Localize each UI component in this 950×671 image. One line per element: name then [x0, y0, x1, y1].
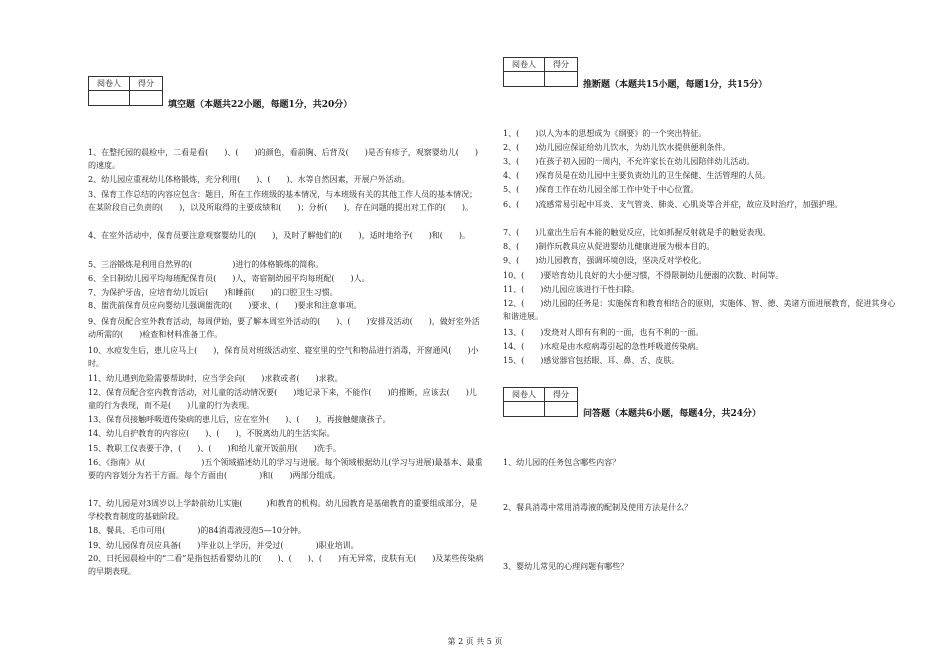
judge-question-15: 15、( )感觉器官包括眼、耳、鼻、舌、皮肤。 — [503, 356, 680, 365]
grader-box-qa — [503, 387, 578, 417]
judge-section-title: 推断题（本题共15小题，每题1分，共15分） — [583, 80, 768, 90]
score-label: 得分 — [130, 77, 163, 91]
judge-question-2: 2、( )幼儿园应保证给幼儿饮水，为幼儿饮水提供便利条件。 — [503, 143, 731, 152]
fill-question-9: 9、保育员配合室外教育活动，每周伊始，要了解本周室外活动的( )、( )安排及活动( )，做好室外活动所需的( )检查和材料准备工作。 — [88, 317, 480, 339]
qa-question-2: 2、餐具消毒中常用消毒液的配制及使用方法是什么？ — [503, 503, 693, 512]
judge-question-10: 10、( )要培育幼儿良好的大小便习惯，不得限制幼儿便溺的次数、时间等。 — [503, 271, 784, 280]
fill-question-18: 18、餐具、毛巾可用( )的84消毒液浸泡5—10分钟。 — [88, 526, 306, 535]
judge-question-8: 8、( )制作玩教具应从促进婴幼儿健康进展为根本目的。 — [503, 242, 715, 251]
grader-box-fill — [88, 76, 163, 106]
fill-question-16: 16、《指南》从( )五个领域描述幼儿的学习与进展。每个领域根据幼儿(学习与进展)最基本、最重要的内容划分为若干方面。每个方面由( )和( )两部分组成。 — [88, 458, 483, 480]
grader-blank[interactable] — [89, 91, 130, 106]
fill-section-title: 填空题（本题共22小题，每题1分，共20分） — [168, 100, 353, 110]
score-label: 得分 — [545, 388, 578, 402]
fill-question-3: 3、保育工作总结的内容应包含：题目，所在工作班级的基本情况，与本班级有关的其他工作人员的基本情况；在某阶段自己负责的( )，以及所取得的主要成绩和( )；分析( )，存在问题的提出对工作的( )。 — [88, 190, 478, 212]
grader-label: 阅卷人 — [504, 388, 545, 402]
fill-question-12: 12、保育员配合室内教育活动，对儿童的活动情况要( )地记录下来，不能作( )的推断，应该去( )儿童的行为表现，而不是( )儿童的行为表现。 — [88, 388, 477, 410]
judge-question-5: 5、( )保育工作在幼儿园全部工作中处于中心位置。 — [503, 185, 699, 194]
qa-question-3: 3、婴幼儿常见的心理问题有哪些？ — [503, 562, 629, 571]
judge-question-11: 11、( )幼儿园应该进行干性扫除。 — [503, 285, 640, 294]
score-label: 得分 — [545, 58, 578, 72]
judge-question-7: 7、( )儿童出生后有本能的触觉反应，比如抓握反射就是手的触觉表现。 — [503, 228, 771, 237]
fill-question-10: 10、水痘发生后，患儿应马上( )，保育员对班级活动室、寝室里的空气和物品进行消毒，开窗通风( )小时。 — [88, 346, 479, 368]
fill-question-7: 7、为保护牙齿，应培育幼儿饭后( )和睡前( )的口腔卫生习惯。 — [88, 288, 338, 297]
qa-question-1: 1、幼儿园的任务包含哪些内容？ — [503, 458, 621, 467]
judge-question-1: 1、( )以人为本的思想成为《纲要》的一个突出特征。 — [503, 129, 707, 138]
fill-question-14: 14、幼儿自护教育的内容应( )、( )，不脱离幼儿的生活实际。 — [88, 429, 335, 438]
fill-question-11: 11、幼儿遇到危险需要帮助时，应当学会向( )求救或者( )求救。 — [88, 374, 343, 383]
judge-question-4: 4、( )保育员是在幼儿园中主要负责幼儿的卫生保健、生活管理的人员。 — [503, 171, 771, 180]
grader-blank[interactable] — [504, 72, 545, 87]
fill-question-15: 15、教职工仪表要干净，( )、( )和给儿童开饭前用( )洗手。 — [88, 444, 341, 453]
fill-question-13: 13、保育员接触呼吸道传染病的患儿后，应在室外( )、( )，再接触健康孩子。 — [88, 415, 391, 424]
judge-question-13: 13、( )发烧对人即有有利的一面，也有不利的一面。 — [503, 328, 704, 337]
fill-question-20: 20、日托园晨检中的“二看”是指包括看婴幼儿的( )、( )、( )有无异常，皮肤有无( )及某些传染病的早期表现。 — [88, 554, 484, 576]
grader-box-judge — [503, 57, 578, 87]
grader-label: 阅卷人 — [89, 77, 130, 91]
fill-question-8: 8、盥洗前保育员应向婴幼儿强调盥洗的( )要求、( )要求和注意事项。 — [88, 301, 362, 310]
fill-question-2: 2、幼儿园应重视幼儿体格锻炼，充分利用( )、( )、水等自然因素，开展户外活动。 — [88, 175, 410, 184]
judge-question-12: 12、( )幼儿园的任务是：实施保育和教育相结合的原则，实施体、智、德、美诸方面进展教育，促进其身心和谐进展。 — [503, 299, 896, 321]
score-blank[interactable] — [545, 402, 578, 417]
grader-blank[interactable] — [504, 402, 545, 417]
qa-section-title: 问答题（本题共6小题，每题4分，共24分） — [583, 409, 762, 419]
score-blank[interactable] — [130, 91, 163, 106]
fill-question-19: 19、幼儿园保育员应具备( )毕业以上学历，并受过( )职业培训。 — [88, 541, 359, 550]
fill-question-1: 1、在整托园的晨检中，二看是看( )、( )的颜色，看前胸、后背及( )是否有疹子，观察婴幼儿( )的速度。 — [88, 148, 479, 170]
grader-label: 阅卷人 — [504, 58, 545, 72]
score-blank[interactable] — [545, 72, 578, 87]
fill-question-5: 5、三浴锻炼是利用自然界的( )进行的体格锻炼的简称。 — [88, 260, 324, 269]
fill-question-6: 6、全日制幼儿园平均每班配保育员( )人，寄宿制幼园平均每班配( )人。 — [88, 274, 370, 283]
judge-question-3: 3、( )在孩子初入园的一周内，不允许家长在幼儿园陪伴幼儿活动。 — [503, 157, 755, 166]
fill-question-4: 4、在室外活动中，保育员要注意观察婴幼儿的( )，及时了解他们的( )，适时地给予( )和( )。 — [88, 231, 471, 240]
fill-question-17: 17、幼儿园是对3周岁以上学龄前幼儿实施( )和教育的机构。幼儿园教育是基础教育的重要组成部分，是学校教育制度的基础阶段。 — [88, 499, 478, 521]
page-footer: 第 2 页 共 5 页 — [447, 637, 503, 646]
judge-question-14: 14、( )水痘是由水痘病毒引起的急性呼吸道传染病。 — [503, 342, 704, 351]
judge-question-6: 6、( )流感常易引起中耳炎、支气管炎、肺炎、心肌炎等合并症，故应及时治疗，加强护理。 — [503, 200, 843, 209]
judge-question-9: 9、( )幼儿园教育，强调环境创设，坚决反对学校化。 — [503, 256, 707, 265]
